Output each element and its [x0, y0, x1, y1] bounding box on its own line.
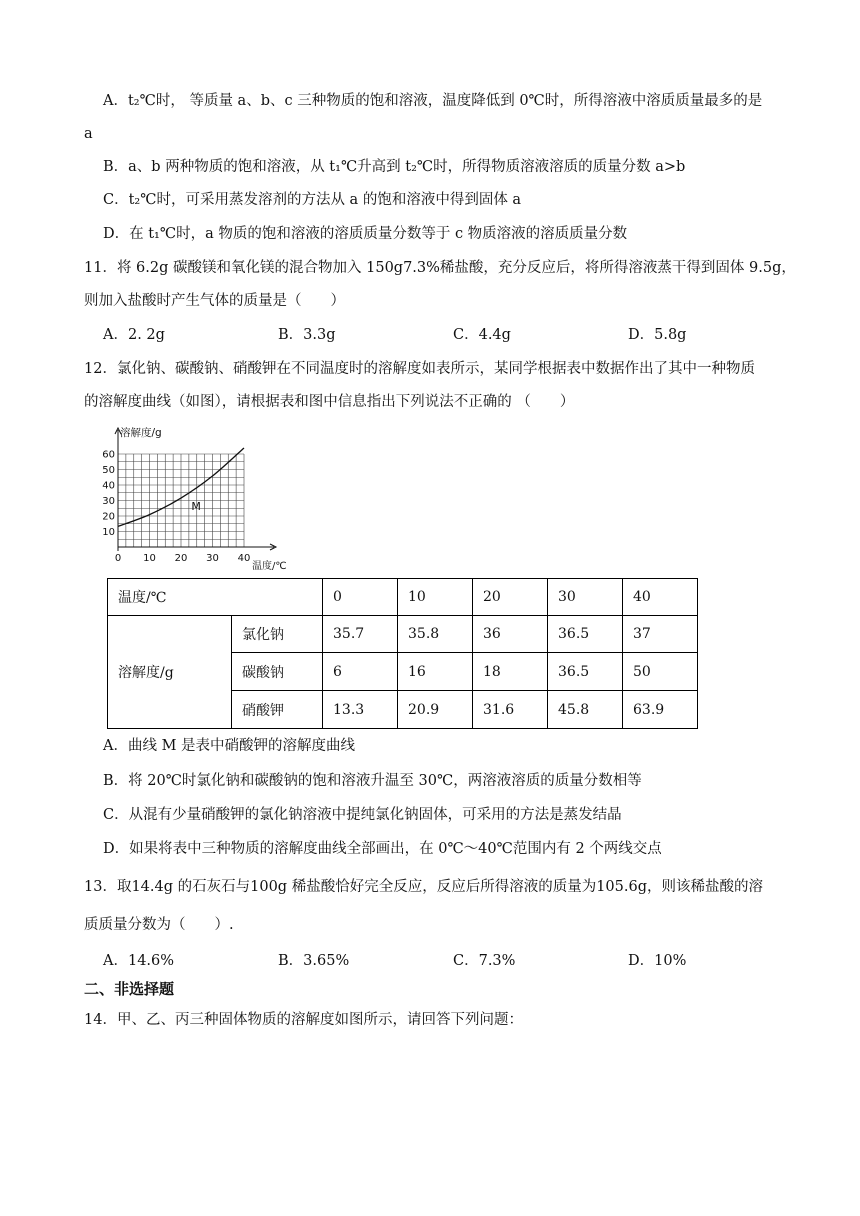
table-row-name: 碳酸钠 [232, 653, 323, 691]
table-cell: 6 [323, 653, 398, 691]
q13-option-d: D．10% [628, 953, 687, 969]
table-temp: 30 [548, 579, 623, 616]
table-cell: 20.9 [398, 691, 473, 729]
q13-option-c: C．7.3% [453, 953, 516, 969]
solubility-table [107, 578, 698, 729]
table-row-name: 氯化钠 [232, 616, 323, 653]
x-tick-label: 30 [206, 553, 219, 564]
table-cell: 35.7 [323, 616, 398, 653]
table-temp: 40 [623, 579, 698, 616]
q11-option-d: D．5.8g [628, 327, 687, 343]
table-row-name: 硝酸钾 [232, 691, 323, 729]
table-cell: 36 [473, 616, 548, 653]
table-cell: 36.5 [548, 616, 623, 653]
table-header-solubility: 溶解度/g [108, 616, 232, 729]
solubility-chart [98, 424, 313, 574]
q11-stem-line1: 11．将 6.2g 碳酸镁和氧化镁的混合物加入 150g7.3%稀盐酸，充分反应后，将所得溶液蒸干得到固体 9.5g， [84, 260, 796, 276]
x-tick-label: 40 [237, 553, 251, 564]
q12-option-d: D．如果将表中三种物质的溶解度曲线全部画出，在 0℃～40℃范围内有 2 个两线交点 [103, 841, 662, 857]
table-cell: 45.8 [548, 691, 623, 729]
table-cell: 37 [623, 616, 698, 653]
q13-stem-line2: 质质量分数为（ ）. [84, 917, 234, 933]
x-tick-labels [115, 553, 251, 564]
table-temp: 20 [473, 579, 548, 616]
chart-axes [115, 428, 276, 551]
q12-stem-line1: 12．氯化钠、碳酸钠、硝酸钾在不同温度时的溶解度如表所示，某同学根据表中数据作出了其中一种物质 [84, 361, 755, 377]
section-heading: 二、非选择题 [84, 980, 175, 998]
q11-stem-line2: 则加入盐酸时产生气体的质量是（ ） [84, 293, 345, 309]
table-cell: 35.8 [398, 616, 473, 653]
q12-option-b: B．将 20℃时氯化钠和碳酸钠的饱和溶液升温至 30℃，两溶液溶质的质量分数相等 [103, 773, 642, 789]
q10-option-c: C．t₂℃时，可采用蒸发溶剂的方法从 a 的饱和溶液中得到固体 a [103, 192, 522, 208]
y-tick-labels [102, 450, 115, 539]
q10-option-a-line1: A．t₂℃时， 等质量 a、b、c 三种物质的饱和溶液，温度降低到 0℃时，所得溶液中溶质质量最多的是 [103, 93, 763, 109]
q14-stem: 14．甲、乙、丙三种固体物质的溶解度如图所示，请回答下列问题： [84, 1012, 523, 1028]
q12-stem-line2: 的溶解度曲线（如图），请根据表和图中信息指出下列说法不正确的 （ ） [84, 394, 575, 410]
table-cell: 63.9 [623, 691, 698, 729]
q13-stem-line1: 13．取14.4g 的石灰石与100g 稀盐酸恰好完全反应，反应后所得溶液的质量为105.6g，则该稀盐酸的溶 [84, 879, 763, 895]
table-temp: 10 [398, 579, 473, 616]
q10-option-d: D．在 t₁℃时，a 物质的饱和溶液的溶质质量分数等于 c 物质溶液的溶质质量分数 [103, 226, 628, 242]
y-tick-label: 60 [102, 449, 115, 461]
y-tick-label: 30 [102, 496, 115, 507]
x-tick-label: 10 [143, 553, 156, 564]
y-tick-label: 40 [102, 480, 115, 492]
x-axis-label: 温度/℃ [252, 561, 287, 572]
table-header-temp: 温度/℃ [108, 579, 323, 616]
q10-option-a-line2: a [84, 126, 93, 142]
q12-option-c: C．从混有少量硝酸钾的氯化钠溶液中提纯氯化钠固体，可采用的方法是蒸发结晶 [103, 807, 622, 823]
x-tick-label: 20 [174, 553, 188, 564]
q10-option-b: B．a、b 两种物质的饱和溶液，从 t₁℃升高到 t₂℃时，所得物质溶液溶质的质量分数 a>b [103, 159, 686, 175]
y-axis-label: 溶解度/g [120, 427, 162, 439]
table-temp: 0 [323, 579, 398, 616]
x-tick-label: 0 [114, 553, 122, 564]
q12-option-a: A．曲线 M 是表中硝酸钾的溶解度曲线 [103, 738, 356, 754]
chart-grid [118, 454, 244, 547]
q11-option-c: C．4.4g [453, 327, 511, 343]
table-cell: 31.6 [473, 691, 548, 729]
table-cell: 16 [398, 653, 473, 691]
table-cell: 50 [623, 653, 698, 691]
q13-option-a: A．14.6% [103, 953, 175, 969]
y-tick-label: 20 [102, 511, 115, 523]
series-label-m: M [191, 499, 201, 513]
q11-option-a: A．2. 2g [103, 327, 165, 343]
table-cell: 13.3 [323, 691, 398, 729]
q11-option-b: B．3.3g [278, 327, 336, 343]
table-cell: 18 [473, 653, 548, 691]
table-cell: 36.5 [548, 653, 623, 691]
q13-option-b: B．3.65% [278, 953, 350, 969]
y-tick-label: 10 [102, 527, 115, 538]
y-tick-label: 50 [102, 465, 115, 476]
